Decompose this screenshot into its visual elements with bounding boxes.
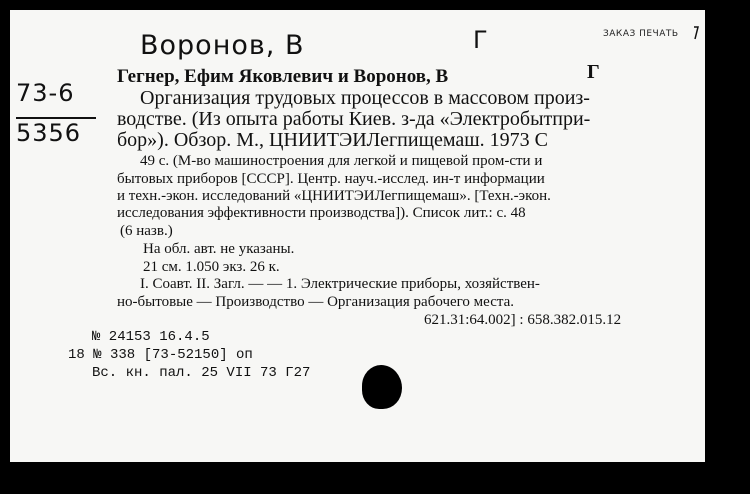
udc-classification: 621.31:64.002] : 658.382.015.12 — [424, 312, 622, 328]
desc-line-2: бытовых приборов [СССР]. Центр. науч.-исслед. ин-т информации — [117, 171, 545, 187]
title-line-1: Организация трудовых процессов в массовом произ- — [140, 87, 590, 109]
call-number-bottom: 5356 — [16, 119, 82, 147]
handwritten-heading: Воронов, В — [140, 30, 305, 61]
stamp-line-2: 18 № 338 [73-52150] оп — [68, 347, 253, 363]
corner-mark-icon — [693, 26, 699, 40]
desc-line-5: (6 назв.) — [120, 223, 173, 239]
catalog-card — [10, 10, 705, 462]
handwritten-g: Г — [473, 26, 489, 54]
desc-line-1: 49 с. (М-во машиностроения для легкой и пищевой пром-сти и — [140, 153, 543, 169]
subject-line-2: но-бытовые — Производство — Организация рабочего места. — [117, 294, 515, 310]
note-line-2: 21 см. 1.050 экз. 26 к. — [143, 259, 280, 275]
author-line: Гегнер, Ефим Яковлевич и Воронов, В — [117, 66, 449, 87]
note-line-1: На обл. авт. не указаны. — [143, 241, 295, 257]
stamp-line-3: Вс. кн. пал. 25 VII 73 Г27 — [92, 365, 311, 381]
corner-stamp: ЗАКАЗ ПЕЧАТЬ — [603, 29, 679, 39]
ink-blot — [362, 365, 402, 409]
subject-line-1: I. Соавт. II. Загл. — — 1. Электрические приборы, хозяйствен- — [140, 276, 540, 292]
desc-line-3: и техн.-экон. исследований «ЦНИИТЭИЛегпищемаш». [Техн.-экон. — [117, 188, 551, 204]
stamp-line-1: № 24153 16.4.5 — [92, 329, 210, 345]
title-line-3: бор»). Обзор. М., ЦНИИТЭИЛегпищемаш. 1973 С — [117, 129, 548, 151]
author-g: Г — [587, 61, 600, 83]
desc-line-4: исследования эффективности производства]). Список лит.: с. 48 — [117, 205, 526, 221]
title-line-2: водстве. (Из опыта работы Киев. з-да «Электробытпри- — [117, 108, 591, 130]
call-number-top: 73-6 — [16, 79, 75, 107]
